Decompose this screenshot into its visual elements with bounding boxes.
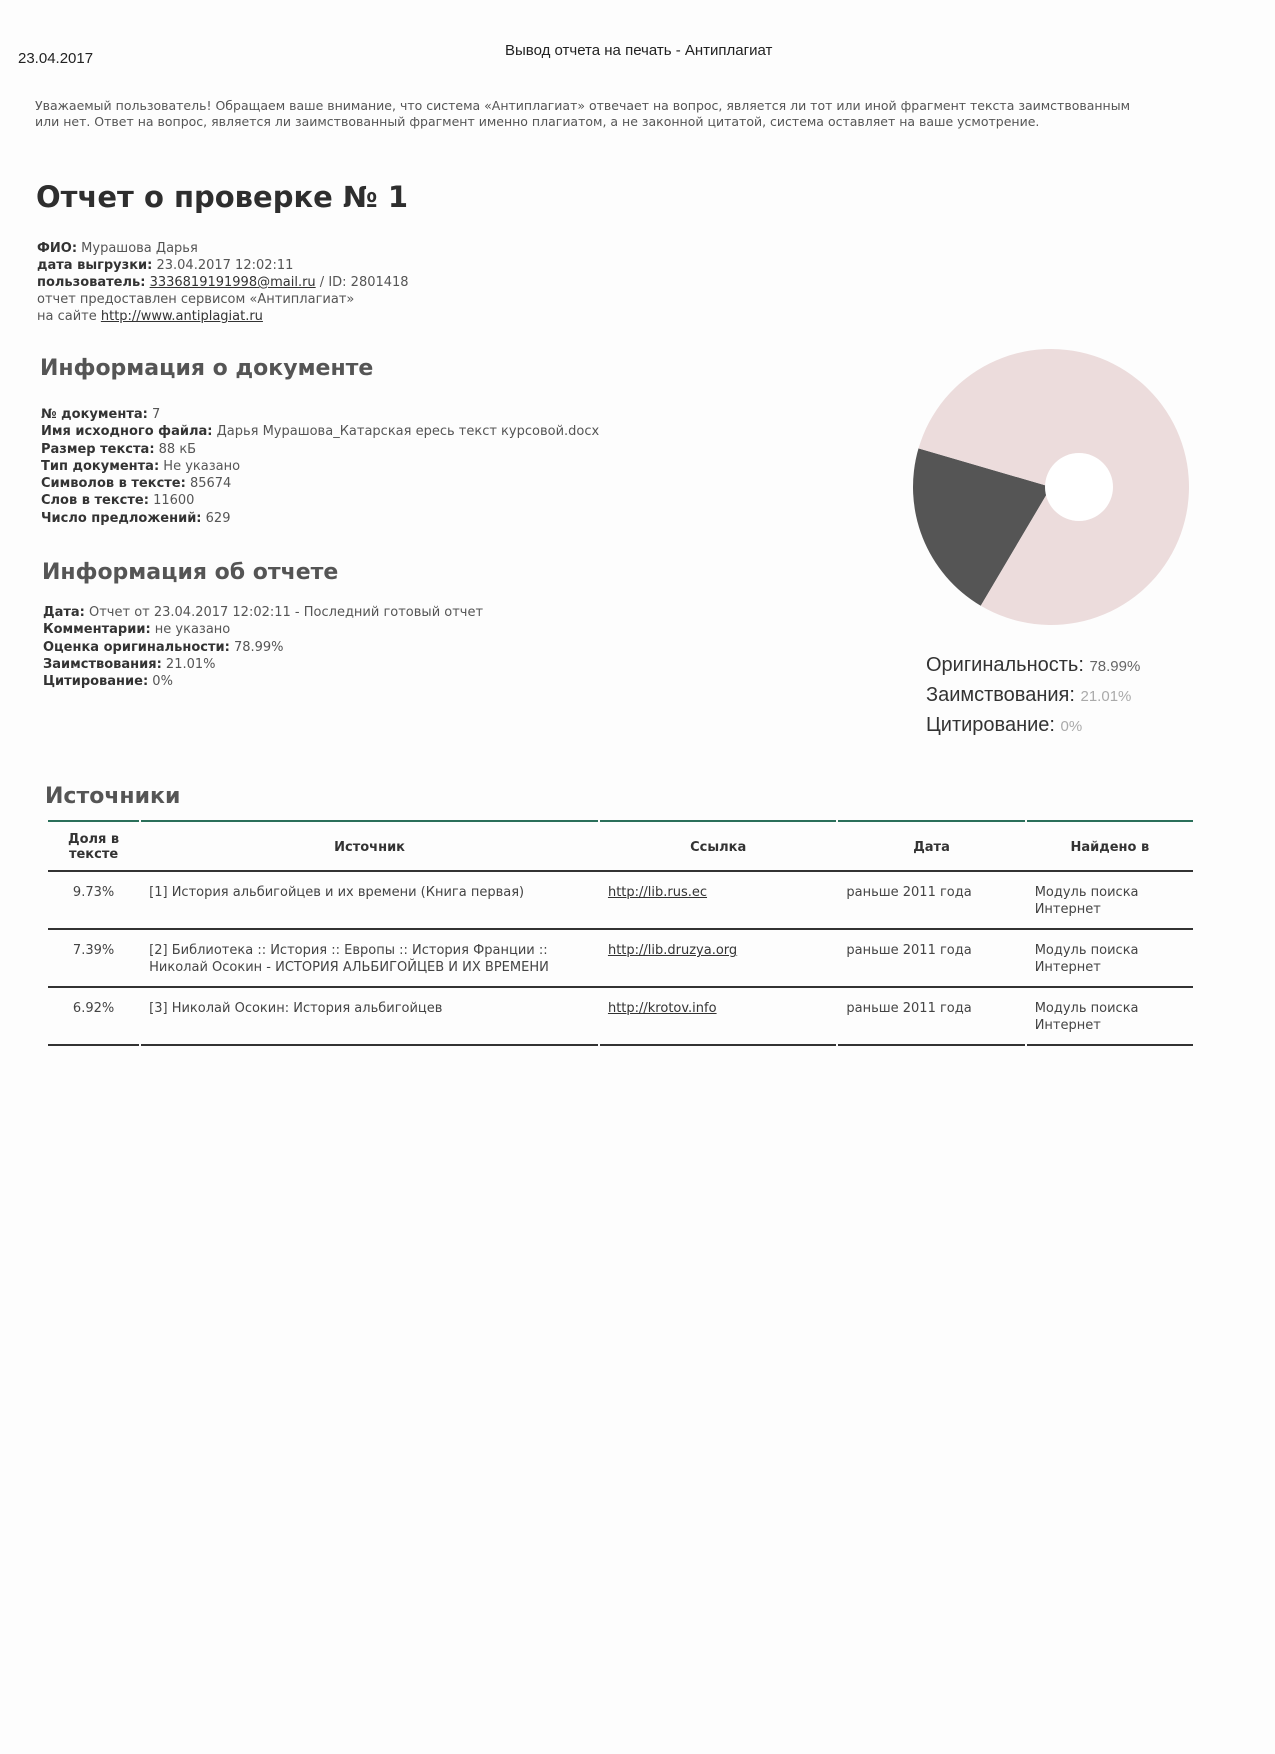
doc-info-value: 7 (151, 407, 161, 422)
source-link-cell (599, 929, 837, 987)
originality-summary (926, 651, 1140, 741)
user-notice: Уважаемый пользователь! Обращаем ваше внимание, что система «Антиплагиат» отвечает на вопрос, является ли тот или иной фрагмент текста заимствованным или нет. Ответ на вопрос, является ли заимствованный фрагмент именно плагиатом, а не законной цитатой, система оставляет на ваше усмотрение. (35, 98, 1131, 129)
col-header-link: Ссылка (599, 821, 837, 871)
sources-heading: Источники (45, 784, 181, 809)
report-info-value: Отчет от 23.04.2017 12:02:11 - Последний готовый отчет (89, 605, 484, 620)
doc-info-row (41, 475, 599, 492)
report-meta (37, 240, 409, 325)
doc-info-row (41, 492, 599, 509)
meta-user-row (37, 274, 409, 291)
meta-fio-label: ФИО: (37, 241, 78, 256)
report-info-label: Дата: (43, 605, 85, 620)
doc-info-label: Размер текста: (41, 441, 155, 457)
report-info-list (43, 604, 483, 690)
doc-info-value: 88 кБ (158, 441, 197, 457)
doc-info-value: 629 (205, 510, 231, 526)
pie-center-hole (1045, 453, 1113, 521)
doc-info-row (41, 441, 599, 458)
doc-info-value: 11600 (153, 493, 195, 509)
source-title: [1] История альбигойцев и их времени (Книга первая) (140, 871, 599, 929)
meta-export-row (37, 257, 409, 274)
print-page-title: Вывод отчета на печать - Антиплагиат (505, 42, 773, 59)
meta-fio-value: Мурашова Дарья (81, 241, 198, 256)
meta-fio-row (37, 240, 409, 257)
source-link-cell (599, 871, 837, 929)
doc-info-label: Слов в тексте: (41, 493, 149, 509)
meta-site-row (37, 308, 409, 325)
meta-user-id: / ID: 2801418 (315, 275, 409, 290)
originality-pie-chart (911, 347, 1191, 627)
col-header-share: Доля в тексте (48, 821, 140, 871)
doc-info-row (41, 510, 599, 527)
summary-citation-label: Цитирование: (926, 714, 1055, 736)
source-link[interactable]: http://lib.rus.ec (607, 885, 708, 900)
report-info-row (43, 621, 483, 638)
doc-info-label: Имя исходного файла: (41, 424, 213, 440)
meta-user-label: пользователь: (37, 275, 146, 290)
summary-citation-value: 0% (1060, 718, 1083, 735)
user-email-link[interactable]: 3336819191998@mail.ru (149, 275, 316, 290)
report-info-row (43, 673, 483, 690)
source-found-in: Модуль поиска Интернет (1026, 987, 1193, 1045)
report-info-label: Оценка оригинальности: (43, 639, 230, 655)
source-found-in: Модуль поиска Интернет (1026, 929, 1193, 987)
col-header-date: Дата (837, 821, 1025, 871)
doc-info-list (41, 406, 599, 527)
report-info-row (43, 639, 483, 656)
source-link[interactable]: http://lib.druzya.org (607, 943, 738, 958)
doc-info-label: Символов в тексте: (41, 476, 186, 492)
report-info-heading: Информация об отчете (42, 560, 339, 585)
summary-borrowing-row (926, 681, 1140, 711)
report-info-value: 78.99% (233, 639, 284, 655)
report-info-value: 21.01% (165, 656, 216, 672)
report-title: Отчет о проверке № 1 (36, 180, 409, 214)
report-info-label: Цитирование: (43, 674, 149, 690)
meta-site-prefix: на сайте (37, 309, 101, 324)
doc-info-value: 85674 (189, 476, 232, 492)
meta-export-label: дата выгрузки: (37, 258, 153, 273)
print-date: 23.04.2017 (18, 50, 94, 67)
summary-citation-row (926, 711, 1140, 741)
source-link-cell (599, 987, 837, 1045)
report-info-label: Комментарии: (43, 622, 151, 638)
site-link[interactable]: http://www.antiplagiat.ru (100, 309, 263, 324)
source-title: [2] Библиотека :: История :: Европы :: История Франции :: Николай Осокин - ИСТОРИЯ АЛЬБИГОЙЦЕВ И ИХ ВРЕМЕНИ (140, 929, 599, 987)
doc-info-value: Не указано (163, 458, 241, 474)
source-link[interactable]: http://krotov.info (607, 1001, 717, 1016)
doc-info-heading: Информация о документе (40, 356, 374, 381)
report-info-value: не указано (154, 622, 231, 638)
doc-info-label: Число предложений: (41, 510, 202, 526)
meta-export-value: 23.04.2017 12:02:11 (156, 258, 294, 273)
doc-info-label: Тип документа: (41, 458, 160, 474)
table-row (48, 987, 1193, 1045)
doc-info-label: № документа: (41, 407, 148, 422)
source-found-in: Модуль поиска Интернет (1026, 871, 1193, 929)
doc-info-value: Дарья Мурашова_Катарская ересь текст курсовой.docx (216, 424, 600, 440)
summary-originality-value: 78.99% (1089, 658, 1141, 675)
report-info-value: 0% (152, 674, 173, 690)
doc-info-row (41, 423, 599, 440)
report-info-row (43, 656, 483, 673)
source-share: 7.39% (48, 929, 140, 987)
summary-borrowing-label: Заимствования: (926, 684, 1075, 706)
summary-originality-label: Оригинальность: (926, 654, 1084, 676)
doc-info-row (41, 458, 599, 475)
summary-originality-row (926, 651, 1140, 681)
col-header-source: Источник (140, 821, 599, 871)
col-header-found: Найдено в (1026, 821, 1193, 871)
meta-service-line: отчет предоставлен сервисом «Антиплагиат» (37, 292, 355, 307)
source-date: раньше 2011 года (837, 987, 1025, 1045)
table-row (48, 871, 1193, 929)
source-share: 9.73% (48, 871, 140, 929)
doc-info-row (41, 406, 599, 423)
report-info-label: Заимствования: (43, 656, 162, 672)
summary-borrowing-value: 21.01% (1080, 688, 1132, 705)
report-info-row (43, 604, 483, 621)
source-date: раньше 2011 года (837, 929, 1025, 987)
source-share: 6.92% (72, 1001, 115, 1016)
table-row (48, 929, 1193, 987)
source-title: [3] Николай Осокин: История альбигойцев (140, 987, 599, 1045)
sources-header-row (48, 821, 1193, 871)
source-date: раньше 2011 года (837, 871, 1025, 929)
sources-table (48, 820, 1193, 1046)
